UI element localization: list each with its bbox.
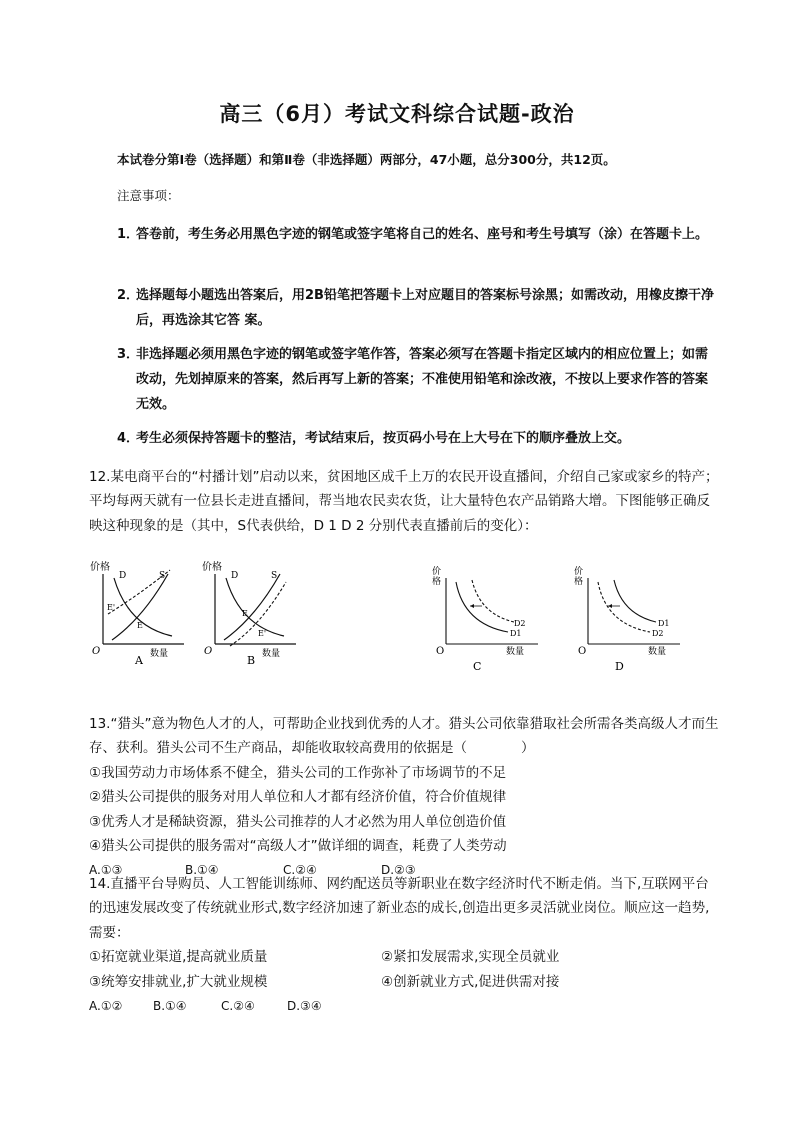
- notice-item: [117, 342, 717, 417]
- graph-d-caption: D: [615, 660, 624, 673]
- notice-item: [117, 283, 717, 333]
- statement-item: ③统筹安排就业,扩大就业规模: [89, 973, 268, 990]
- graph-c-xlabel: 数量: [506, 647, 525, 657]
- demand-curve-d2: [472, 580, 514, 622]
- statement-row: [89, 970, 719, 994]
- curve-label: D: [231, 571, 239, 581]
- demand-curve-d2: [598, 582, 650, 632]
- notice-text: 非选择题必须用黑色字迹的钢笔或签字笔作答，答案必须写在答题卡指定区域内的相应位置上；如需改动，先划掉原来的答案，然后再写上新的答案；不准使用铅笔和涂改液，不按以上要求作答的答案无效。: [136, 347, 709, 412]
- graph-b-ylabel: 价格: [202, 562, 222, 573]
- curve-label: S: [159, 571, 166, 581]
- graph-d-ylabel-2: 格: [574, 577, 584, 587]
- graph-c-ylabel-2: 格: [432, 577, 442, 587]
- origin-label: O: [578, 646, 587, 657]
- notice-item: [117, 426, 717, 451]
- question-13: [89, 712, 719, 883]
- curve-label: D1: [658, 619, 670, 628]
- question-stem: 14.直播平台导购员、人工智能训练师、网约配送员等新职业在数字经济时代不断走俏。当下,互联网平台的迅速发展改变了传统就业形式,数字经济加速了新业态的成长,创造出更多灵活就业岗位。顺应这一趋势,需要：: [89, 876, 710, 941]
- graph-c-ylabel-1: 价: [432, 567, 442, 577]
- notice-text: 考生必须保持答题卡的整洁，考试结束后，按页码小号在上大号在下的顺序叠放上交。: [136, 431, 631, 446]
- statement-item: ④创新就业方式,促进供需对接: [381, 973, 560, 990]
- graph-b-xlabel: 数量: [262, 649, 281, 659]
- curve-label: D2: [514, 619, 526, 628]
- statement-item: ①我国劳动力市场体系不健全，猎头公司的工作弥补了市场调节的不足: [89, 764, 507, 781]
- notice-num: 4．: [117, 431, 140, 446]
- curve-label: D: [119, 571, 127, 581]
- graph-a: [88, 556, 188, 668]
- answer-options: [89, 994, 719, 1018]
- origin-label: O: [436, 646, 445, 657]
- curve-label: E: [137, 621, 143, 630]
- graph-d-xlabel: 数量: [648, 647, 667, 657]
- notice-text: 选择题每小题选出答案后，用2B铅笔把答题卡上对应题目的答案标号涂黑；如需改动，用橡皮擦干净后，再选涂其它答 案。: [136, 288, 714, 328]
- graph-c: [430, 562, 540, 674]
- question-12: [89, 465, 719, 538]
- notice-num: 2．: [117, 288, 140, 303]
- graph-a-caption: A: [135, 654, 143, 667]
- demand-curve-d1: [614, 580, 656, 622]
- curve-label: E': [107, 603, 116, 612]
- option-d[interactable]: D.③④: [287, 999, 322, 1014]
- origin-label: O: [204, 646, 213, 657]
- option-c[interactable]: C.②④: [221, 999, 255, 1014]
- question-14: [89, 872, 719, 1018]
- graph-c-caption: C: [473, 660, 482, 673]
- graph-b-caption: B: [247, 654, 256, 667]
- notice-item: [117, 222, 717, 247]
- option-c[interactable]: C.②④: [283, 863, 317, 878]
- statement-item: ②紧扣发展需求,实现全员就业: [381, 949, 560, 966]
- supply-curve: [224, 574, 280, 640]
- graph-d: [572, 562, 682, 674]
- exam-intro: 本试卷分第Ⅰ卷（选择题）和第Ⅱ卷（非选择题）两部分，47小题，总分300分，共12页。: [117, 152, 616, 167]
- notice-heading: 注意事项：: [117, 188, 180, 203]
- demand-curve-d1: [456, 582, 508, 632]
- question-stem: 13.“猎头”意为物色人才的人，可帮助企业找到优秀的人才。猎头公司依靠猎取社会所需各类高级人才而生存、获利。猎头公司不生产商品，却能收取较高费用的依据是（ ）: [89, 716, 719, 757]
- notice-num: 1．: [117, 227, 140, 242]
- option-b[interactable]: B.①④: [153, 999, 187, 1014]
- notice-num: 3．: [117, 347, 140, 362]
- curve-label: D1: [510, 629, 522, 638]
- option-b[interactable]: B.①④: [185, 863, 219, 878]
- option-a[interactable]: A.①③: [89, 863, 123, 878]
- supply-curve: [112, 574, 168, 640]
- graph-d-ylabel-1: 价: [574, 567, 584, 577]
- question-stem: 12.某电商平台的“村播计划”启动以来，贫困地区成千上万的农民开设直播间，介绍自己家或家乡的特产；平均每两天就有一位县长走进直播间，帮当地农民卖农货，让大量特色农产品销路大增。下图能够正确反映这种现象的是（其中，S代表供给，D 1 D 2 分别代表直播前后的变化）：: [89, 469, 719, 534]
- statement-item: ②猎头公司提供的服务对用人单位和人才都有经济价值，符合价值规律: [89, 789, 507, 806]
- origin-label: O: [92, 646, 101, 657]
- graph-a-xlabel: 数量: [150, 649, 169, 659]
- notice-text: 答卷前，考生务必用黑色字迹的钢笔或签字笔将自己的姓名、座号和考生号填写（涂）在答题卡上。: [136, 227, 709, 242]
- graph-a-ylabel: 价格: [90, 562, 110, 573]
- statement-item: ③优秀人才是稀缺资源，猎头公司推荐的人才必然为用人单位创造价值: [89, 813, 507, 830]
- curve-label: E': [258, 629, 267, 638]
- option-d[interactable]: D.②③: [381, 863, 416, 878]
- statement-item: ④猎头公司提供的服务需对“高级人才”做详细的调查，耗费了人类劳动: [89, 838, 507, 855]
- demand-curve: [226, 578, 284, 636]
- graph-b: [200, 556, 300, 668]
- curve-label: E: [242, 609, 248, 618]
- option-a[interactable]: A.①②: [89, 999, 123, 1014]
- page-title: 高三（6月）考试文科综合试题-政治: [219, 102, 575, 126]
- curve-label: D2: [652, 629, 664, 638]
- statement-item: ①拓宽就业渠道,提高就业质量: [89, 949, 268, 966]
- statement-row: [89, 945, 719, 969]
- curve-label: S: [271, 571, 278, 581]
- demand-curve: [114, 578, 172, 636]
